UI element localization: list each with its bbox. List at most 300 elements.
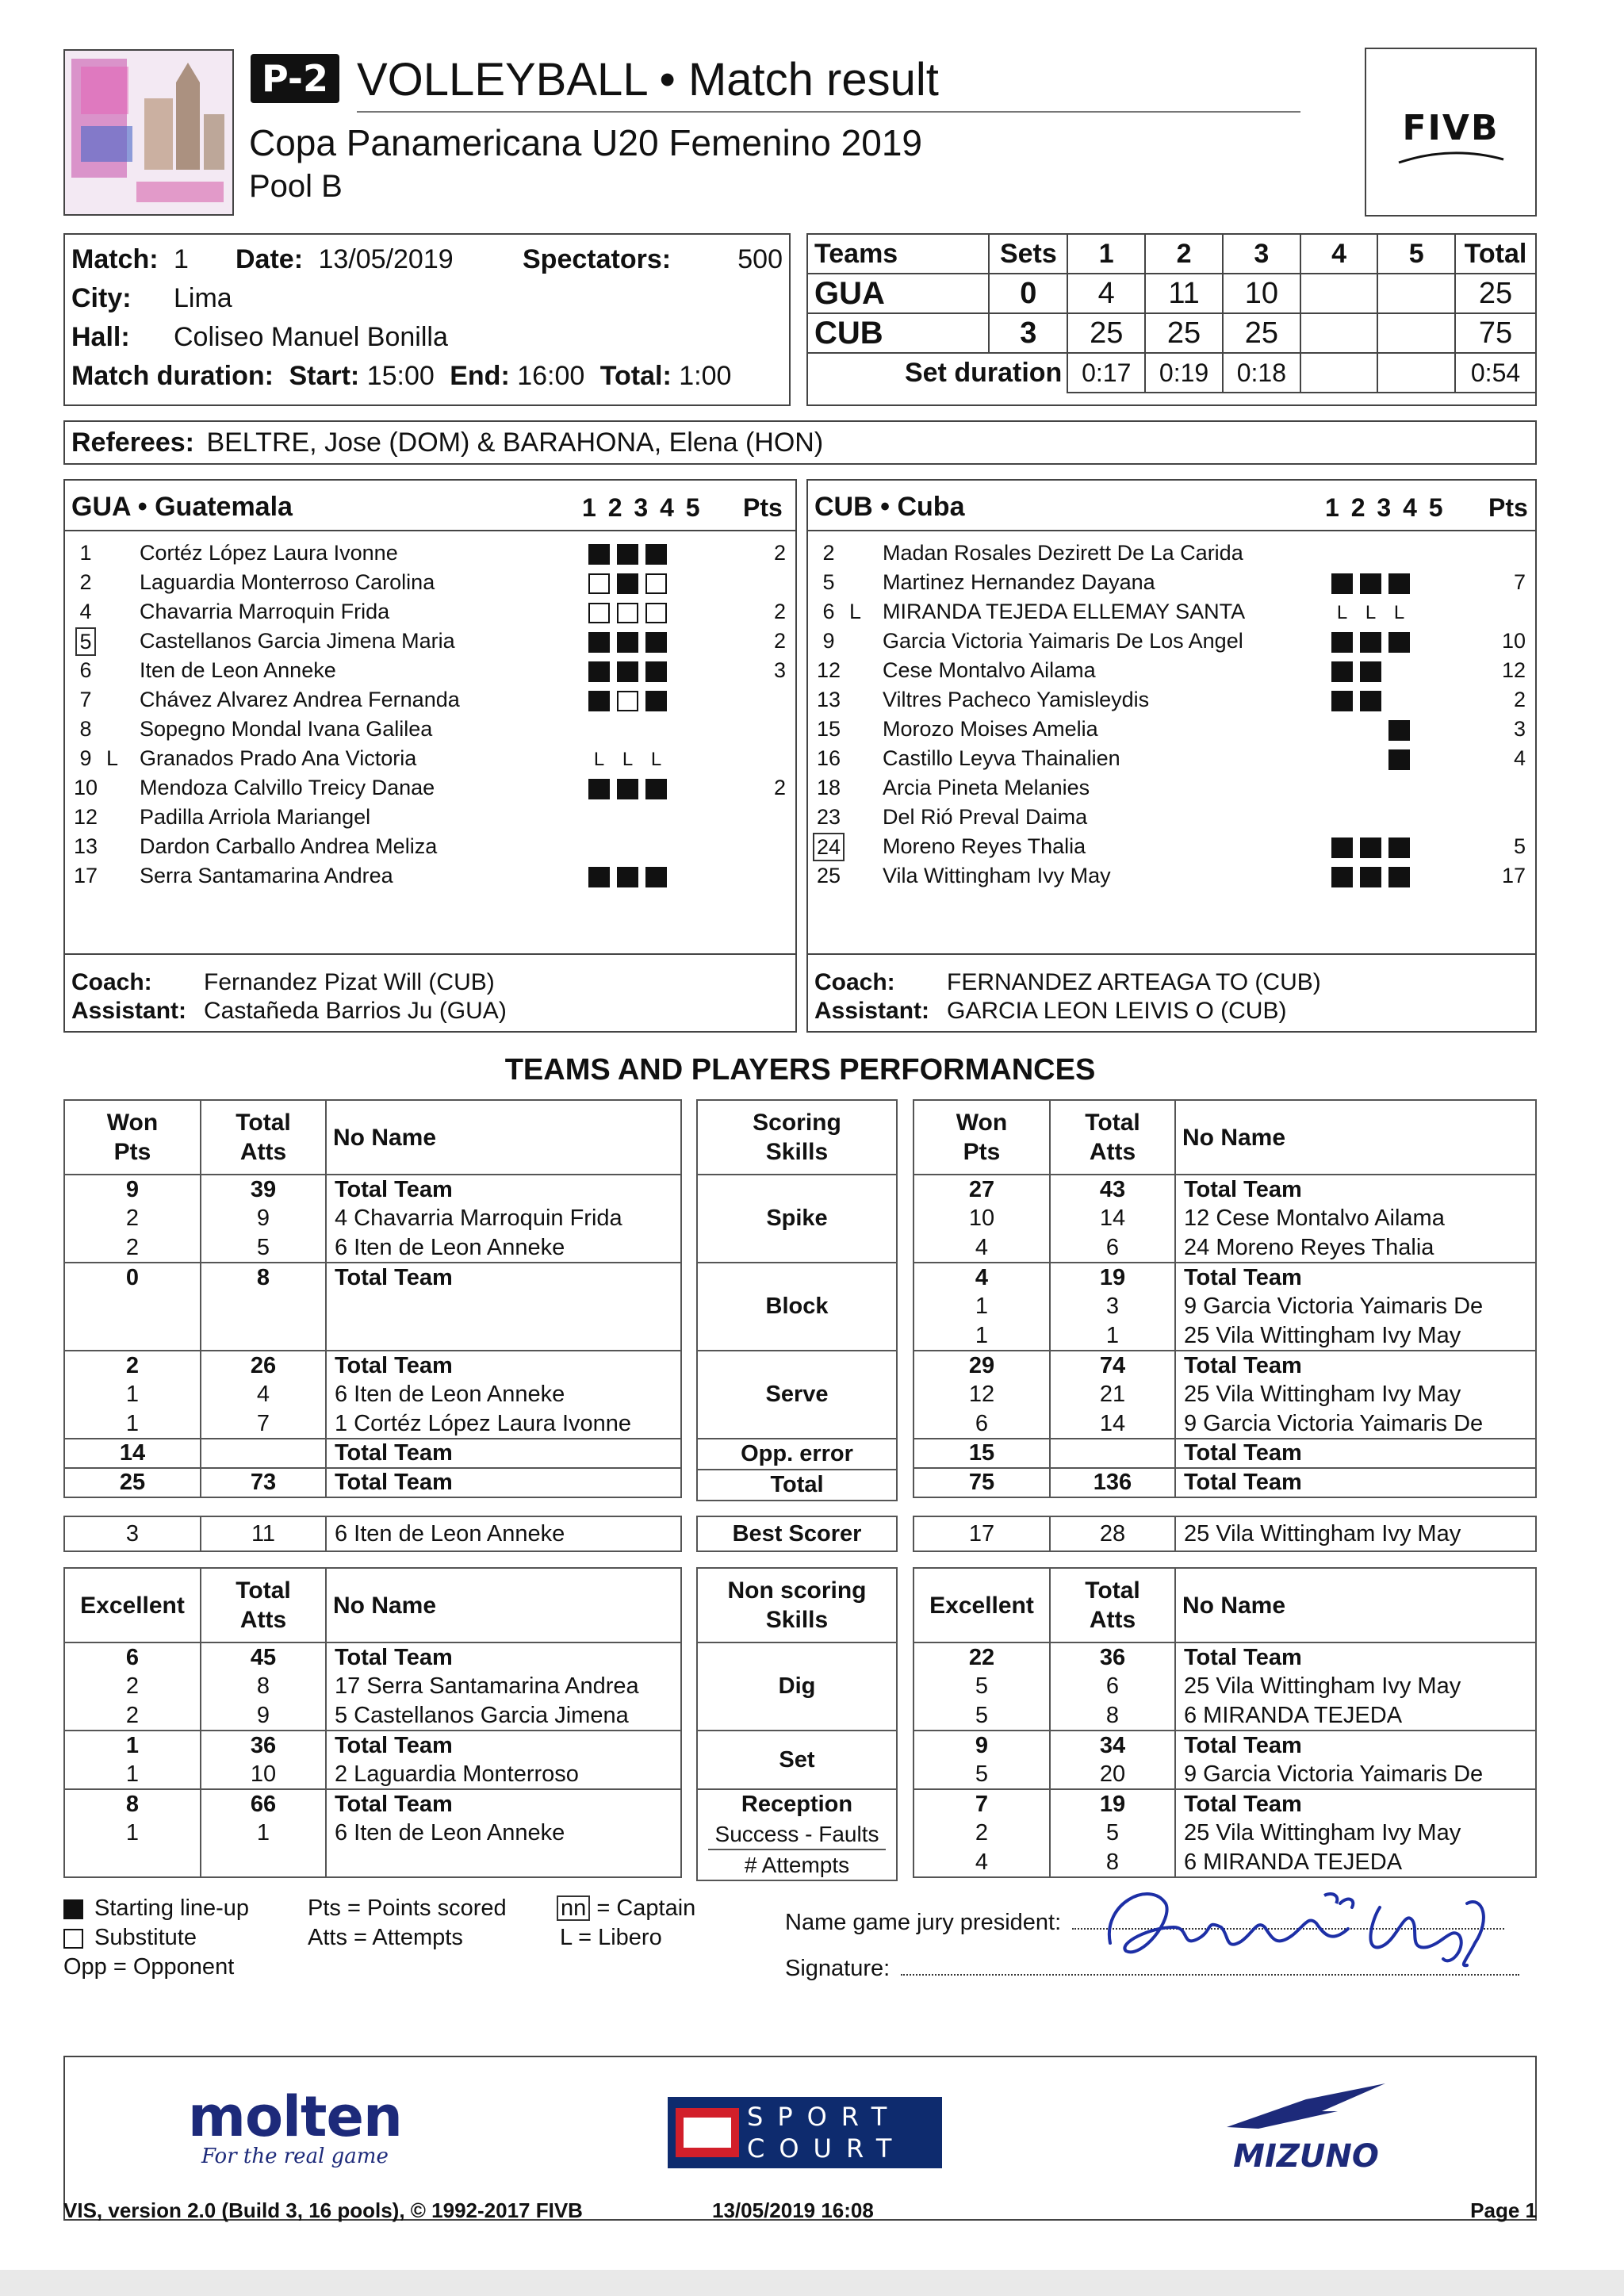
atts-value: 19 — [1050, 1789, 1175, 1819]
set-participation — [588, 539, 731, 568]
team-name: • Cuba — [880, 492, 965, 522]
player-name: 6 Iten de Leon Anneke — [326, 1819, 681, 1848]
libero-flag — [849, 803, 873, 832]
nonscoring-skills-table — [696, 1567, 898, 1881]
cub-roster-title — [814, 492, 964, 523]
perf-row — [64, 1439, 681, 1468]
player-points: 2 — [773, 541, 786, 565]
total-label: Total: — [599, 361, 672, 391]
atts-value: 8 — [201, 1672, 326, 1701]
atts-value: 6 — [1050, 1672, 1175, 1701]
fivb-logo-box — [1365, 48, 1537, 217]
libero-flag — [849, 539, 873, 568]
won-value: 6 — [64, 1642, 201, 1672]
starting-lineup-mark — [645, 867, 667, 887]
won-value: 9 — [914, 1731, 1050, 1760]
starting-lineup-mark — [588, 544, 610, 565]
player-points: 3 — [773, 658, 786, 682]
starting-lineup-mark — [1388, 720, 1410, 741]
best-scorer-label-row — [697, 1516, 897, 1551]
sport-court-emblem-inner — [684, 2118, 731, 2148]
player-name: Total Team — [326, 1351, 681, 1380]
starting-lineup-mark — [1360, 691, 1381, 711]
player-name: Total Team — [326, 1789, 681, 1819]
player-number: 16 — [816, 746, 841, 770]
player-row — [808, 773, 1535, 803]
best-scorer-label: Best Scorer — [697, 1516, 897, 1551]
name-header: No Name — [326, 1100, 681, 1175]
atts-value — [201, 1321, 326, 1351]
score-row-cub — [807, 313, 1536, 353]
competition-name: Copa Panamericana U20 Femenino 2019 — [249, 122, 922, 163]
set-participation — [1331, 685, 1474, 715]
pts-header: Pts — [743, 493, 783, 522]
libero-flag — [849, 832, 873, 861]
signature-image — [1094, 1872, 1507, 1975]
atts-value: 14 — [1050, 1204, 1175, 1233]
perf-row — [914, 1789, 1536, 1819]
perf-row — [64, 1848, 681, 1877]
libero-flag — [106, 656, 130, 685]
starting-lineup-mark — [1331, 867, 1353, 887]
referees-label: Referees: — [71, 427, 194, 458]
set-score: 25 — [1067, 313, 1145, 353]
libero-mark: L — [593, 749, 605, 770]
sets-won: 0 — [989, 274, 1067, 313]
gua-player-list — [65, 539, 795, 891]
player-row — [808, 715, 1535, 744]
starting-lineup-mark — [588, 691, 610, 711]
match-number: 1 — [174, 244, 189, 274]
starting-lineup-mark — [1388, 838, 1410, 858]
set-header: 1 2 3 4 5 — [1325, 493, 1443, 522]
libero-flag — [106, 715, 130, 744]
perf-row — [64, 1468, 681, 1497]
libero-flag — [106, 539, 130, 568]
perf-row — [914, 1701, 1536, 1731]
starting-lineup-mark — [645, 544, 667, 565]
score-table-box — [806, 233, 1537, 406]
perf-row — [64, 1204, 681, 1233]
player-points: 2 — [1513, 688, 1526, 711]
atts-value: 10 — [201, 1760, 326, 1789]
player-name: Castellanos Garcia Jimena Maria — [140, 629, 455, 653]
starting-lineup-mark — [617, 779, 638, 799]
match-row — [71, 244, 189, 275]
won-value: 6 — [914, 1409, 1050, 1439]
set-score: 25 — [1145, 313, 1223, 353]
divider — [808, 530, 1535, 531]
mizuno-runbird-icon — [1211, 2079, 1401, 2135]
player-name: Granados Prado Ana Victoria — [140, 746, 417, 770]
perf-row — [64, 1731, 681, 1760]
player-points: 3 — [1513, 717, 1526, 741]
atts-header: Total Atts — [1050, 1568, 1175, 1642]
starting-lineup-mark — [1360, 661, 1381, 682]
legend — [63, 1894, 249, 1982]
libero-flag — [849, 715, 873, 744]
starting-lineup-mark — [1331, 691, 1353, 711]
excellent-header: Won Pts — [64, 1100, 201, 1175]
won-value: 10 — [914, 1204, 1050, 1233]
court-text: COURT — [747, 2133, 906, 2164]
starting-lineup-mark — [617, 544, 638, 565]
perf-row — [914, 1439, 1536, 1468]
player-name: Laguardia Monterroso Carolina — [140, 570, 435, 594]
player-name: 5 Castellanos Garcia Jimena — [326, 1701, 681, 1731]
player-name: Castillo Leyva Thainalien — [883, 746, 1120, 770]
atts-value: 21 — [1050, 1380, 1175, 1409]
set-participation — [588, 773, 731, 803]
atts-value: 28 — [1050, 1516, 1175, 1551]
divider — [808, 953, 1535, 955]
player-row — [65, 744, 795, 773]
libero-flag: L — [849, 600, 862, 623]
perf-row — [64, 1351, 681, 1380]
player-name — [326, 1848, 681, 1877]
empty-square-icon — [63, 1929, 83, 1949]
player-number: 25 — [816, 864, 841, 887]
player-name: 25 Vila Wittingham Ivy May — [1175, 1380, 1536, 1409]
footer-version: VIS, version 2.0 (Build 3, 16 pools), © 1992-2017 FIVB — [63, 2198, 583, 2222]
won-value: 75 — [914, 1468, 1050, 1497]
player-name: Cortéz López Laura Ivonne — [140, 541, 398, 565]
scoring-best-gua-table — [63, 1516, 682, 1552]
libero-mark: L — [650, 749, 662, 770]
player-name: 25 Vila Wittingham Ivy May — [1175, 1516, 1536, 1551]
skill-name: Set — [697, 1731, 897, 1789]
nonscoring-gua-table — [63, 1567, 682, 1878]
won-value: 4 — [914, 1848, 1050, 1877]
set-duration-row — [807, 353, 1536, 393]
atts-value: 4 — [201, 1380, 326, 1409]
perf-row — [914, 1760, 1536, 1789]
cub-player-list — [808, 539, 1535, 891]
substitute-mark — [645, 603, 667, 623]
libero-flag — [106, 861, 130, 891]
atts-value: 7 — [201, 1409, 326, 1439]
excellent-header: Excellent — [914, 1568, 1050, 1642]
player-row — [808, 803, 1535, 832]
name-header: No Name — [1175, 1100, 1536, 1175]
won-value: 2 — [64, 1233, 201, 1263]
substitute-mark — [588, 603, 610, 623]
perf-row — [64, 1321, 681, 1351]
player-number: 8 — [79, 717, 92, 741]
set2-header: 2 — [1145, 234, 1223, 274]
player-name: Total Team — [1175, 1175, 1536, 1204]
player-number: 13 — [816, 688, 841, 711]
legend-3 — [557, 1894, 695, 1953]
player-name: 6 MIRANDA TEJEDA — [1175, 1701, 1536, 1731]
nonscoring-cub-table — [913, 1567, 1537, 1878]
perf-row — [914, 1672, 1536, 1701]
name-header: No Name — [1175, 1568, 1536, 1642]
substitute-mark — [617, 691, 638, 711]
skill-row — [697, 1789, 897, 1880]
won-value: 1 — [64, 1380, 201, 1409]
fivb-logo: FIVB — [1366, 108, 1535, 164]
player-name: Viltres Pacheco Yamisleydis — [883, 688, 1150, 711]
won-value: 1 — [64, 1409, 201, 1439]
atts-value: 1 — [201, 1819, 326, 1848]
player-points — [1474, 803, 1535, 832]
starting-lineup-mark — [617, 867, 638, 887]
player-name: Iten de Leon Anneke — [140, 658, 336, 682]
player-name: Padilla Arriola Mariangel — [140, 805, 371, 829]
referees-box — [63, 420, 1537, 465]
player-row — [65, 539, 795, 568]
gua-roster — [63, 479, 797, 1033]
captain-number: 24 — [813, 833, 845, 861]
excellent-header: Won Pts — [914, 1100, 1050, 1175]
captain-number: 5 — [75, 627, 95, 656]
total-header: Total — [1455, 234, 1536, 274]
spectators-row — [523, 244, 671, 275]
team-name: • Guatemala — [137, 492, 293, 522]
player-number: 10 — [73, 776, 98, 799]
libero-mark: L — [1365, 602, 1377, 623]
player-points — [731, 832, 795, 861]
player-name: Arcia Pineta Melanies — [883, 776, 1090, 799]
coach-name: FERNANDEZ ARTEAGA TO (CUB) — [947, 969, 1321, 995]
player-number: 6 — [822, 600, 835, 623]
won-value: 7 — [914, 1789, 1050, 1819]
set-duration — [1300, 353, 1378, 393]
sport-court-logo — [668, 2097, 942, 2168]
player-name: Chavarria Marroquin Frida — [140, 600, 390, 623]
player-name: Total Team — [1175, 1468, 1536, 1497]
player-name: Total Team — [1175, 1351, 1536, 1380]
atts-header: Total Atts — [201, 1568, 326, 1642]
player-name: Cese Montalvo Ailama — [883, 658, 1096, 682]
perf-row — [914, 1175, 1536, 1204]
page-title: VOLLEYBALL • Match result — [357, 54, 939, 105]
won-value: 5 — [914, 1701, 1050, 1731]
set-score — [1377, 313, 1455, 353]
perf-row — [914, 1468, 1536, 1497]
set-participation — [1331, 627, 1474, 656]
set-header: 1 2 3 4 5 — [582, 493, 700, 522]
player-row — [808, 656, 1535, 685]
libero-flag — [106, 832, 130, 861]
sets-header: Sets — [989, 234, 1067, 274]
won-value: 25 — [64, 1468, 201, 1497]
atts-value — [201, 1439, 326, 1468]
player-number: 1 — [79, 541, 92, 565]
city-value: Lima — [174, 283, 232, 313]
starting-lineup-mark — [1360, 867, 1381, 887]
perf-row — [914, 1233, 1536, 1263]
molten-logo: molten For the real game — [188, 2084, 402, 2168]
starting-lineup-mark — [588, 661, 610, 682]
player-name: 9 Garcia Victoria Yaimaris De — [1175, 1292, 1536, 1321]
player-name: Dardon Carballo Andrea Meliza — [140, 834, 438, 858]
atts-value: 6 — [1050, 1233, 1175, 1263]
player-points — [1474, 539, 1535, 568]
legend-libero: L = Libero — [560, 1925, 662, 1950]
skill-row — [697, 1351, 897, 1439]
match-date: 13/05/2019 — [318, 244, 454, 274]
skill-name: Dig — [697, 1642, 897, 1731]
player-row — [65, 803, 795, 832]
legend-atts: Atts = Attempts — [308, 1925, 463, 1950]
set-participation — [588, 656, 731, 685]
player-name: 2 Laguardia Monterroso — [326, 1760, 681, 1789]
player-row — [65, 832, 795, 861]
player-points — [1474, 773, 1535, 803]
player-points — [1474, 597, 1535, 627]
set-participation — [588, 832, 731, 861]
player-name: 17 Serra Santamarina Andrea — [326, 1672, 681, 1701]
set-duration: 0:18 — [1223, 353, 1300, 393]
player-row — [65, 597, 795, 627]
atts-value: 14 — [1050, 1409, 1175, 1439]
starting-lineup-mark — [617, 661, 638, 682]
skill-row — [697, 1439, 897, 1470]
libero-flag — [106, 773, 130, 803]
skill-row — [697, 1731, 897, 1789]
player-points: 12 — [1501, 658, 1526, 682]
player-name: 9 Garcia Victoria Yaimaris De — [1175, 1760, 1536, 1789]
set-participation — [1331, 803, 1474, 832]
scoring-gua-table — [63, 1099, 682, 1498]
starting-lineup-mark — [617, 632, 638, 653]
player-points: 2 — [773, 629, 786, 653]
set1-header: 1 — [1067, 234, 1145, 274]
atts-value: 26 — [201, 1351, 326, 1380]
player-points: 2 — [773, 776, 786, 799]
player-points — [731, 803, 795, 832]
skill-name: Total — [697, 1470, 897, 1501]
referees-value: BELTRE, Jose (DOM) & BARAHONA, Elena (HON) — [206, 427, 824, 458]
atts-value: 3 — [1050, 1292, 1175, 1321]
atts-value: 36 — [1050, 1642, 1175, 1672]
player-row — [65, 627, 795, 656]
atts-value: 5 — [1050, 1819, 1175, 1848]
cub-roster — [806, 479, 1537, 1033]
perf-row — [64, 1701, 681, 1731]
set-participation — [588, 685, 731, 715]
atts-value — [1050, 1439, 1175, 1468]
player-name: Del Rió Preval Daima — [883, 805, 1088, 829]
atts-value: 20 — [1050, 1760, 1175, 1789]
atts-value: 73 — [201, 1468, 326, 1497]
atts-value: 36 — [201, 1731, 326, 1760]
substitute-mark — [588, 573, 610, 594]
player-name — [326, 1321, 681, 1351]
hall-row — [71, 322, 130, 353]
player-number: 7 — [79, 688, 92, 711]
set-participation — [1331, 773, 1474, 803]
scoring-cub-table — [913, 1099, 1537, 1498]
total-time: 1:00 — [679, 361, 732, 391]
atts-value: 66 — [201, 1789, 326, 1819]
score-header-row — [807, 234, 1536, 274]
atts-value — [201, 1292, 326, 1321]
set-participation — [588, 803, 731, 832]
player-number: 2 — [79, 570, 92, 594]
player-name: Total Team — [1175, 1439, 1536, 1468]
player-row — [65, 773, 795, 803]
player-number: 9 — [822, 629, 835, 653]
total-score: 25 — [1455, 274, 1536, 313]
perf-row — [914, 1731, 1536, 1760]
player-points — [731, 861, 795, 891]
signature-label: Signature: — [785, 1956, 891, 1981]
coach-label: Coach: — [71, 969, 152, 995]
total-score: 75 — [1455, 313, 1536, 353]
player-name: Total Team — [326, 1263, 681, 1292]
player-points — [731, 685, 795, 715]
player-number: 17 — [73, 864, 98, 887]
starting-lineup-mark — [645, 632, 667, 653]
divider — [65, 953, 795, 955]
best-scorer-row — [64, 1516, 681, 1551]
set-score: 10 — [1223, 274, 1300, 313]
divider — [65, 530, 795, 531]
starting-lineup-mark — [1331, 632, 1353, 653]
city-row — [71, 283, 132, 314]
player-row — [65, 861, 795, 891]
player-points — [731, 715, 795, 744]
best-scorer-row — [914, 1516, 1536, 1551]
atts-value: 8 — [1050, 1701, 1175, 1731]
end-label: End: — [450, 361, 510, 391]
libero-flag — [849, 685, 873, 715]
player-name: Total Team — [326, 1642, 681, 1672]
player-name: Total Team — [1175, 1642, 1536, 1672]
starting-lineup-mark — [1331, 661, 1353, 682]
starting-lineup-mark — [1388, 573, 1410, 594]
libero-flag — [106, 597, 130, 627]
scoring-best-cub-table — [913, 1516, 1537, 1552]
player-name: Vila Wittingham Ivy May — [883, 864, 1111, 887]
player-name: 1 Cortéz López Laura Ivonne — [326, 1409, 681, 1439]
won-value: 4 — [914, 1233, 1050, 1263]
player-row — [808, 597, 1535, 627]
won-value — [64, 1292, 201, 1321]
player-number: 15 — [816, 717, 841, 741]
perf-row — [64, 1175, 681, 1204]
won-value: 12 — [914, 1380, 1050, 1409]
player-row — [808, 539, 1535, 568]
set-score: 4 — [1067, 274, 1145, 313]
coach-label: Coach: — [814, 969, 895, 995]
duration-row — [71, 361, 731, 392]
starting-lineup-mark — [588, 632, 610, 653]
player-name: MIRANDA TEJEDA ELLEMAY SANTA — [883, 600, 1246, 623]
starting-lineup-mark — [645, 691, 667, 711]
player-row — [808, 568, 1535, 597]
substitute-mark — [617, 603, 638, 623]
set-participation — [1331, 832, 1474, 861]
player-name: Mendoza Calvillo Treicy Danae — [140, 776, 435, 799]
date-label: Date: — [236, 244, 304, 274]
libero-mark: L — [622, 749, 634, 770]
player-name — [326, 1292, 681, 1321]
libero-flag — [849, 568, 873, 597]
won-value: 15 — [914, 1439, 1050, 1468]
libero-flag — [106, 627, 130, 656]
score-row-gua — [807, 274, 1536, 313]
starting-lineup-mark — [617, 573, 638, 594]
set-participation — [588, 715, 731, 744]
atts-value: 5 — [201, 1233, 326, 1263]
set-participation — [1331, 744, 1474, 773]
assistant-label: Assistant: — [71, 998, 187, 1024]
player-name: 25 Vila Wittingham Ivy May — [1175, 1819, 1536, 1848]
